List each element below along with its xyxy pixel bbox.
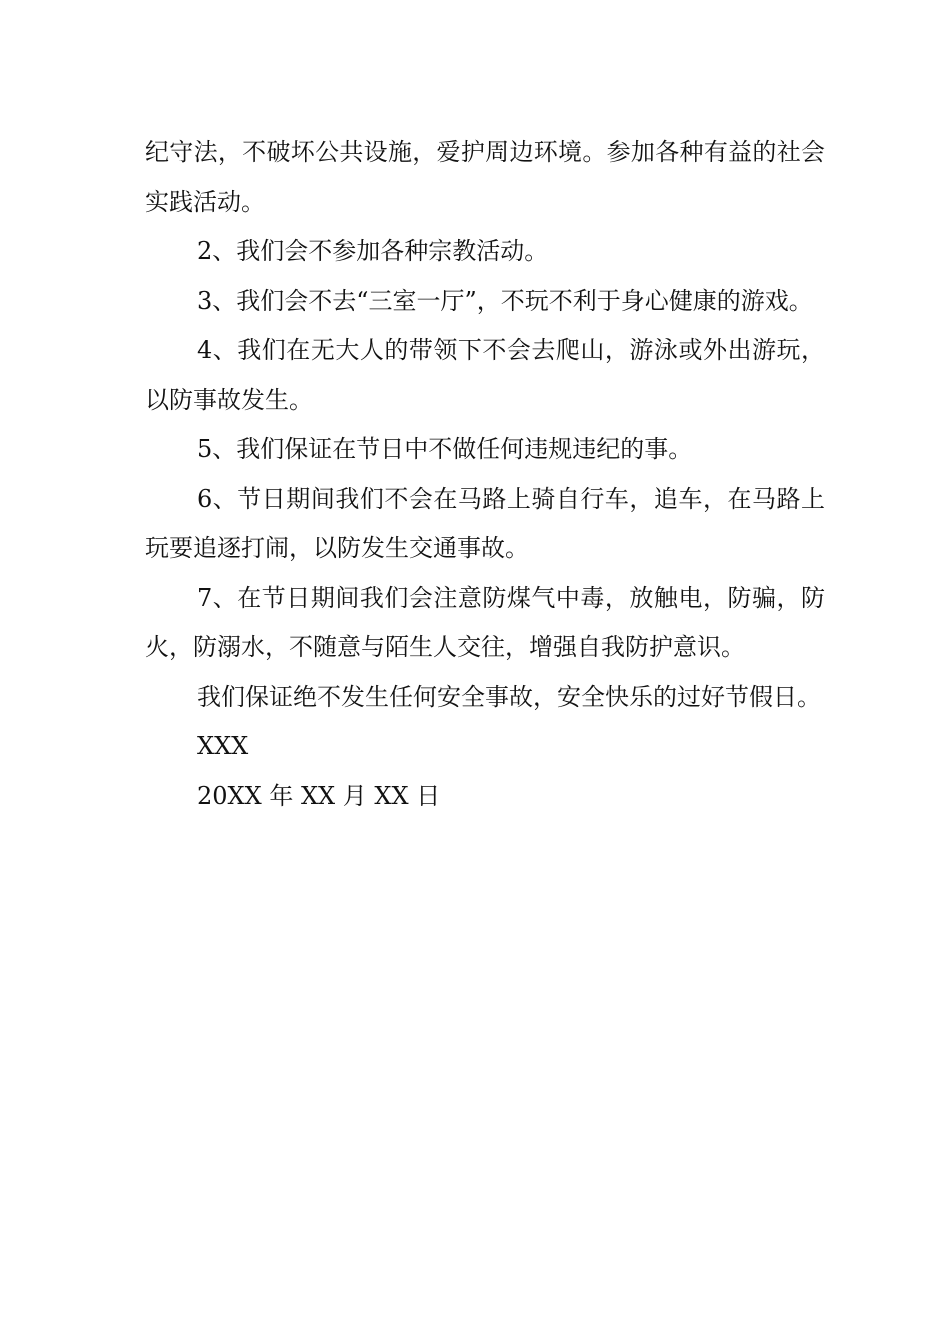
- paragraph-item-5: 5、我们保证在节日中不做任何违规违纪的事。: [197, 435, 693, 463]
- paragraph-item-6: 6、节日期间我们不会在马路上骑自行车，追车，在马路上玩要追逐打闹，以防发生交通事故。: [145, 484, 825, 562]
- document-body: [145, 128, 825, 821]
- paragraph-pledge: 我们保证绝不发生任何安全事故，安全快乐的过好节假日。: [197, 682, 821, 711]
- paragraph-item-2: 2、我们会不参加各种宗教活动。: [197, 237, 549, 265]
- paragraph-continuation: 纪守法，不破坏公共设施，爱护周边环境。参加各种有益的社会实践活动。: [145, 138, 825, 216]
- paragraph-item-7: 7、在节日期间我们会注意防煤气中毒，放触电，防骗，防火，防溺水，不随意与陌生人交往，增强自我防护意识。: [145, 583, 825, 661]
- paragraph-item-3: 3、我们会不去“三室一厅”，不玩不利于身心健康的游戏。: [197, 286, 813, 315]
- paragraph-item-4: 4、我们在无大人的带领下不会去爬山，游泳或外出游玩，以防事故发生。: [145, 336, 825, 414]
- signature-name: XXX: [197, 732, 249, 760]
- signature-date: 20XX 年 XX 月 XX 日: [197, 781, 441, 810]
